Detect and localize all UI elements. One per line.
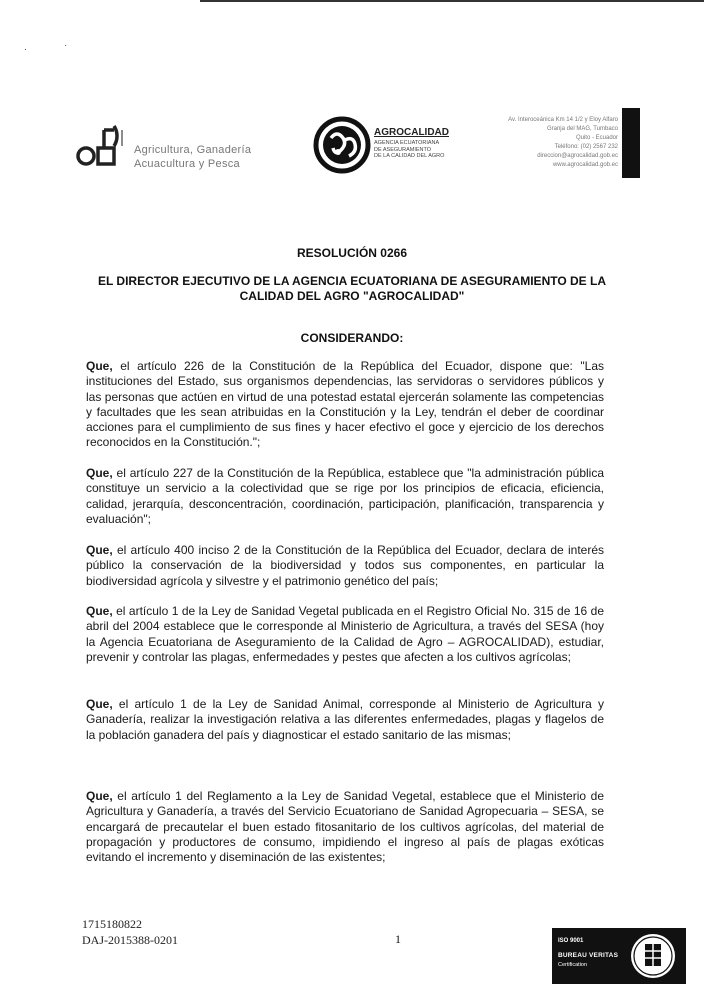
considerando-paragraph: Que, el artículo 400 inciso 2 de la Constitución de la República del Ecuador, declara de interés público la conservación de la biodiversidad y todos sus componentes, en particular la biodiversidad agrícola y silvestre y el patrimonio genético del país; (86, 543, 604, 588)
contact-line: www.agrocalidad.gob.ec (552, 162, 618, 168)
agency-name: AGROCALIDAD (374, 127, 449, 138)
bureau-veritas-badge (552, 928, 686, 984)
considerando-paragraph: Que, el artículo 1 de la Ley de Sanidad Vegetal publicada en el Registro Oficial No. 315 de 16 de abril del 2004 establece que le corresponde al Ministerio de Agricultura, a través del SESA (hoy la Agencia Ecuatoriana de Aseguramiento de la Calidad de Agro – AGROCALIDAD), estudiar, prevenir y controlar las plagas, enfermedades y pestes que afecten a los cultivos agrícolas; (86, 604, 604, 664)
footer-code: 1715180822 (82, 917, 142, 931)
footer-code: DAJ-2015388-0201 (82, 933, 178, 947)
ministry-name: Agricultura, Ganadería Acuacultura y Pesca (134, 144, 252, 170)
resolution-title: RESOLUCIÓN 0266 (296, 246, 408, 260)
bureau-veritas-seal-icon (628, 931, 678, 981)
considerando-paragraph: Que, el artículo 1 del Reglamento a la Ley de Sanidad Vegetal, establece que el Ministerio de Agricultura y Ganadería, a través del Servicio Ecuatoriano de Sanidad Agropecuaria – SESA, se encargará de precautelar el buen estado fitosanitario de los cultivos agrícolas, del material de propagación y productores de consumo, impidiendo el ingreso al país de plagas exóticas evitando el incremento y diseminación de las existentes; (86, 789, 604, 865)
director-title: EL DIRECTOR EJECUTIVO DE LA AGENCIA ECUATORIANA DE ASEGURAMIENTO DE LA CALIDAD DEL AGRO "AGROCALIDAD" (97, 274, 607, 303)
considerando-paragraph: Que, el artículo 227 de la Constitución de la República, establece que "la administración pública constituye un servicio a la colectividad que se rige por los principios de eficacia, eficiencia, calidad, jerarquía, desconcentración, coordinación, participación, planificación, transparencia y evaluación"; (86, 466, 604, 526)
considerando-heading: CONSIDERANDO: (300, 331, 404, 345)
contact-line: Teléfono: (02) 2567 232 (554, 144, 618, 150)
ministry-logo-icon (74, 122, 128, 170)
agency-subtitle: AGENCIA ECUATORIANA DE ASEGURAMIENTO DE LA CALIDAD DEL AGRO (374, 140, 445, 159)
scan-mark: . (24, 42, 27, 53)
header-black-bar (622, 108, 640, 178)
scan-mark: · (64, 40, 68, 51)
contact-line: Quito - Ecuador (575, 135, 618, 141)
iso-label: ISO 9001 (558, 938, 584, 944)
page-number: 1 (395, 932, 401, 946)
top-edge-rule (200, 0, 704, 2)
contact-line: direccion@agrocalidad.gob.ec (537, 153, 618, 159)
considerando-paragraph: Que, el artículo 1 de la Ley de Sanidad Animal, corresponde al Ministerio de Agricultura y Ganadería, realizar la investigación relativa a las diferentes enfermedades, plagas y flagelos de la población ganadera del país y diagnosticar el estado sanitario de las mismas; (86, 697, 604, 742)
contact-info (492, 116, 618, 170)
certifier-name: BUREAU VERITAS (558, 952, 619, 959)
agrocalidad-logo-icon (313, 116, 371, 174)
certification-label: Certification (558, 962, 588, 968)
considerando-paragraph: Que, el artículo 226 de la Constitución de la República del Ecuador, dispone que: "Las instituciones del Estado, sus organismos dependencias, las servidoras o servidores públicos y las personas que actúen en virtud de una potestad estatal ejercerán solamente las competencias y facultades que les sean atribuidas en la Constitución y la Ley, tendrán el deber de coordinar acciones para el cumplimiento de sus fines y hacer efectivo el goce y ejercicio de los derechos reconocidos en la Constitución."; (86, 359, 604, 450)
contact-line: Av. Interoceánica Km 14 1/2 y Eloy Alfaro (508, 117, 618, 123)
contact-line: Granja del MAG, Tumbaco (546, 126, 618, 132)
